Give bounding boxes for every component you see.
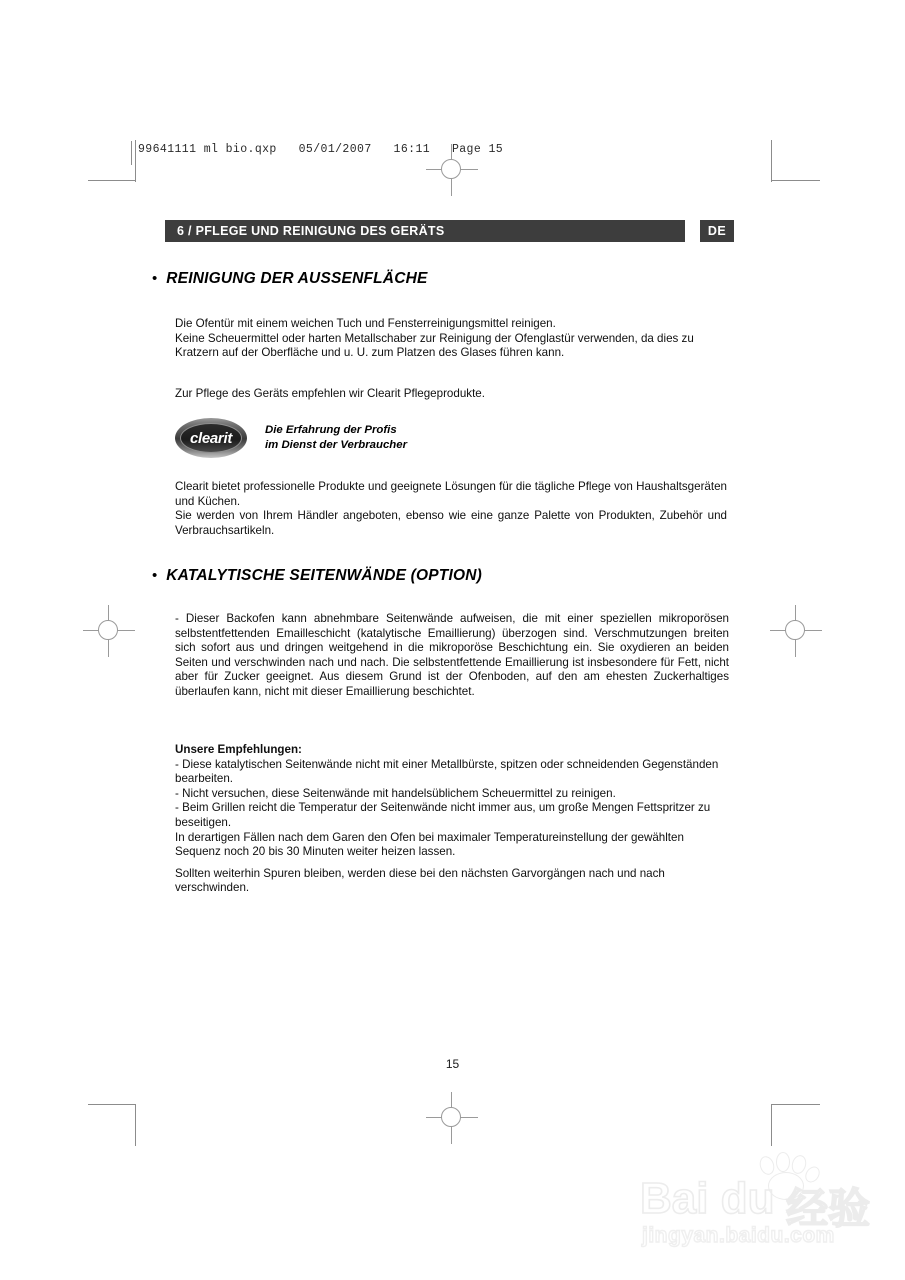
clearit-tagline xyxy=(265,423,407,453)
watermark-brand: Bai du xyxy=(640,1174,775,1223)
baidu-watermark xyxy=(636,1152,876,1256)
section-title: KATALYTISCHE SEITENWÄNDE (OPTION) xyxy=(166,567,482,584)
crop-mark-top-left-horizontal xyxy=(88,180,136,181)
paw-print-icon xyxy=(754,1152,820,1204)
paragraph-line: Sie werden von Ihrem Händler angeboten, ebenso wie eine ganze Palette von Produkten, Zubehör und Verbrauchsartikeln. xyxy=(175,509,727,537)
paragraph-catalytic-walls xyxy=(175,612,729,700)
clearit-brand-block xyxy=(175,418,407,458)
paragraph-spacer xyxy=(175,860,729,867)
recommendation-item: - Diese katalytischen Seitenwände nicht mit einer Metallbürste, spitzen oder schneidenden Gegenständen bearbeiten. xyxy=(175,757,719,786)
recommendation-item: In derartigen Fällen nach dem Garen den Ofen bei maximaler Temperatureinstellung der gewählten Sequenz noch 20 bis 30 Minuten weiter heizen lassen. xyxy=(175,830,684,859)
recommendations-block xyxy=(175,743,729,896)
clearit-wordmark: clearit xyxy=(189,429,233,447)
crop-mark-bottom-right-vertical xyxy=(771,1104,772,1146)
paragraph-clearit-description xyxy=(175,480,727,538)
paragraph-line: Clearit bietet professionelle Produkte und geeignete Lösungen für die tägliche Pflege von Haushaltsgeräten und Küchen. xyxy=(175,480,727,508)
crop-mark-bottom-left-vertical xyxy=(135,1104,136,1146)
bullet-icon: • xyxy=(152,567,158,584)
crop-mark-bottom-left-horizontal xyxy=(88,1104,136,1105)
paragraph-line: Zur Pflege des Geräts empfehlen wir Clearit Pflegeprodukte. xyxy=(175,387,485,400)
crop-mark-bottom-right-horizontal xyxy=(772,1104,820,1105)
page-number: 15 xyxy=(445,1057,460,1071)
recommendations-title: Unsere Empfehlungen: xyxy=(175,743,302,756)
slug-divider xyxy=(131,141,132,165)
paragraph-line: Keine Scheuermittel oder harten Metallschaber zur Reinigung der Ofenglastür verwenden, da dies zu Kratzern auf der Oberfläche und u. U. zum Platzen des Glases führen kann. xyxy=(175,331,694,360)
section-title: REINIGUNG DER AUSSENFLÄCHE xyxy=(166,270,428,287)
watermark-url: jingyan.baidu.com xyxy=(642,1224,835,1247)
section-heading-reinigung xyxy=(152,270,428,288)
paragraph-line: Die Ofentür mit einem weichen Tuch und Fensterreinigungsmittel reinigen. xyxy=(175,317,556,330)
crop-mark-top-right-vertical xyxy=(771,140,772,182)
recommendation-item: Sollten weiterhin Spuren bleiben, werden diese bei den nächsten Garvorgängen nach und nach verschwinden. xyxy=(175,866,665,895)
recommendation-item: - Beim Grillen reicht die Temperatur der Seitenwände nicht immer aus, um große Mengen Fettspritzer zu beseitigen. xyxy=(175,801,711,829)
registration-mark-left xyxy=(83,605,135,657)
crop-mark-top-right-horizontal xyxy=(772,180,820,181)
bullet-icon: • xyxy=(152,270,158,287)
chapter-header-bar xyxy=(165,220,685,242)
registration-mark-right xyxy=(770,605,822,657)
registration-mark-bottom xyxy=(426,1092,478,1144)
clearit-tagline-line-1: Die Erfahrung der Profis xyxy=(265,424,397,436)
chapter-title: 6 / PFLEGE UND REINIGUNG DES GERÄTS xyxy=(177,224,445,238)
slug-line: 99641111 ml bio.qxp 05/01/2007 16:11 Page 15 xyxy=(138,143,504,156)
watermark-brand-cn: 经验 xyxy=(786,1185,871,1232)
crop-mark-top-left-vertical xyxy=(135,140,136,182)
language-badge xyxy=(700,220,734,242)
clearit-logo-icon xyxy=(175,418,247,458)
recommendation-item: - Nicht versuchen, diese Seitenwände mit handelsüblichem Scheuermittel zu reinigen. xyxy=(175,786,616,800)
paragraph-exterior-cleaning xyxy=(175,317,727,361)
language-code: DE xyxy=(707,224,727,238)
paragraph-clearit-intro xyxy=(175,387,727,402)
clearit-tagline-line-2: im Dienst der Verbraucher xyxy=(265,439,408,451)
paragraph-line: - Dieser Backofen kann abnehmbare Seitenwände aufweisen, die mit einer speziellen mikroporösen selbstentfettenden Emailleschicht (katalytische Emaillierung) überzogen sind. Verschmutzungen breiten sich sofort aus und dringen weitgehend in die mikroporöse Beschichtung ein. Sie oxydieren an beiden Seiten und verschwinden nach und nach. Die selbstentfettende Emaillierung ist insbesondere für Fett, nicht aber für Zucker geeignet. Aus diesem Grund ist der Ofenboden, auf den am ehesten Zuckerhaltiges überlaufen kann, nicht mit dieser Emaillierung beschichtet. xyxy=(175,612,729,698)
section-heading-katalytische xyxy=(152,567,482,585)
